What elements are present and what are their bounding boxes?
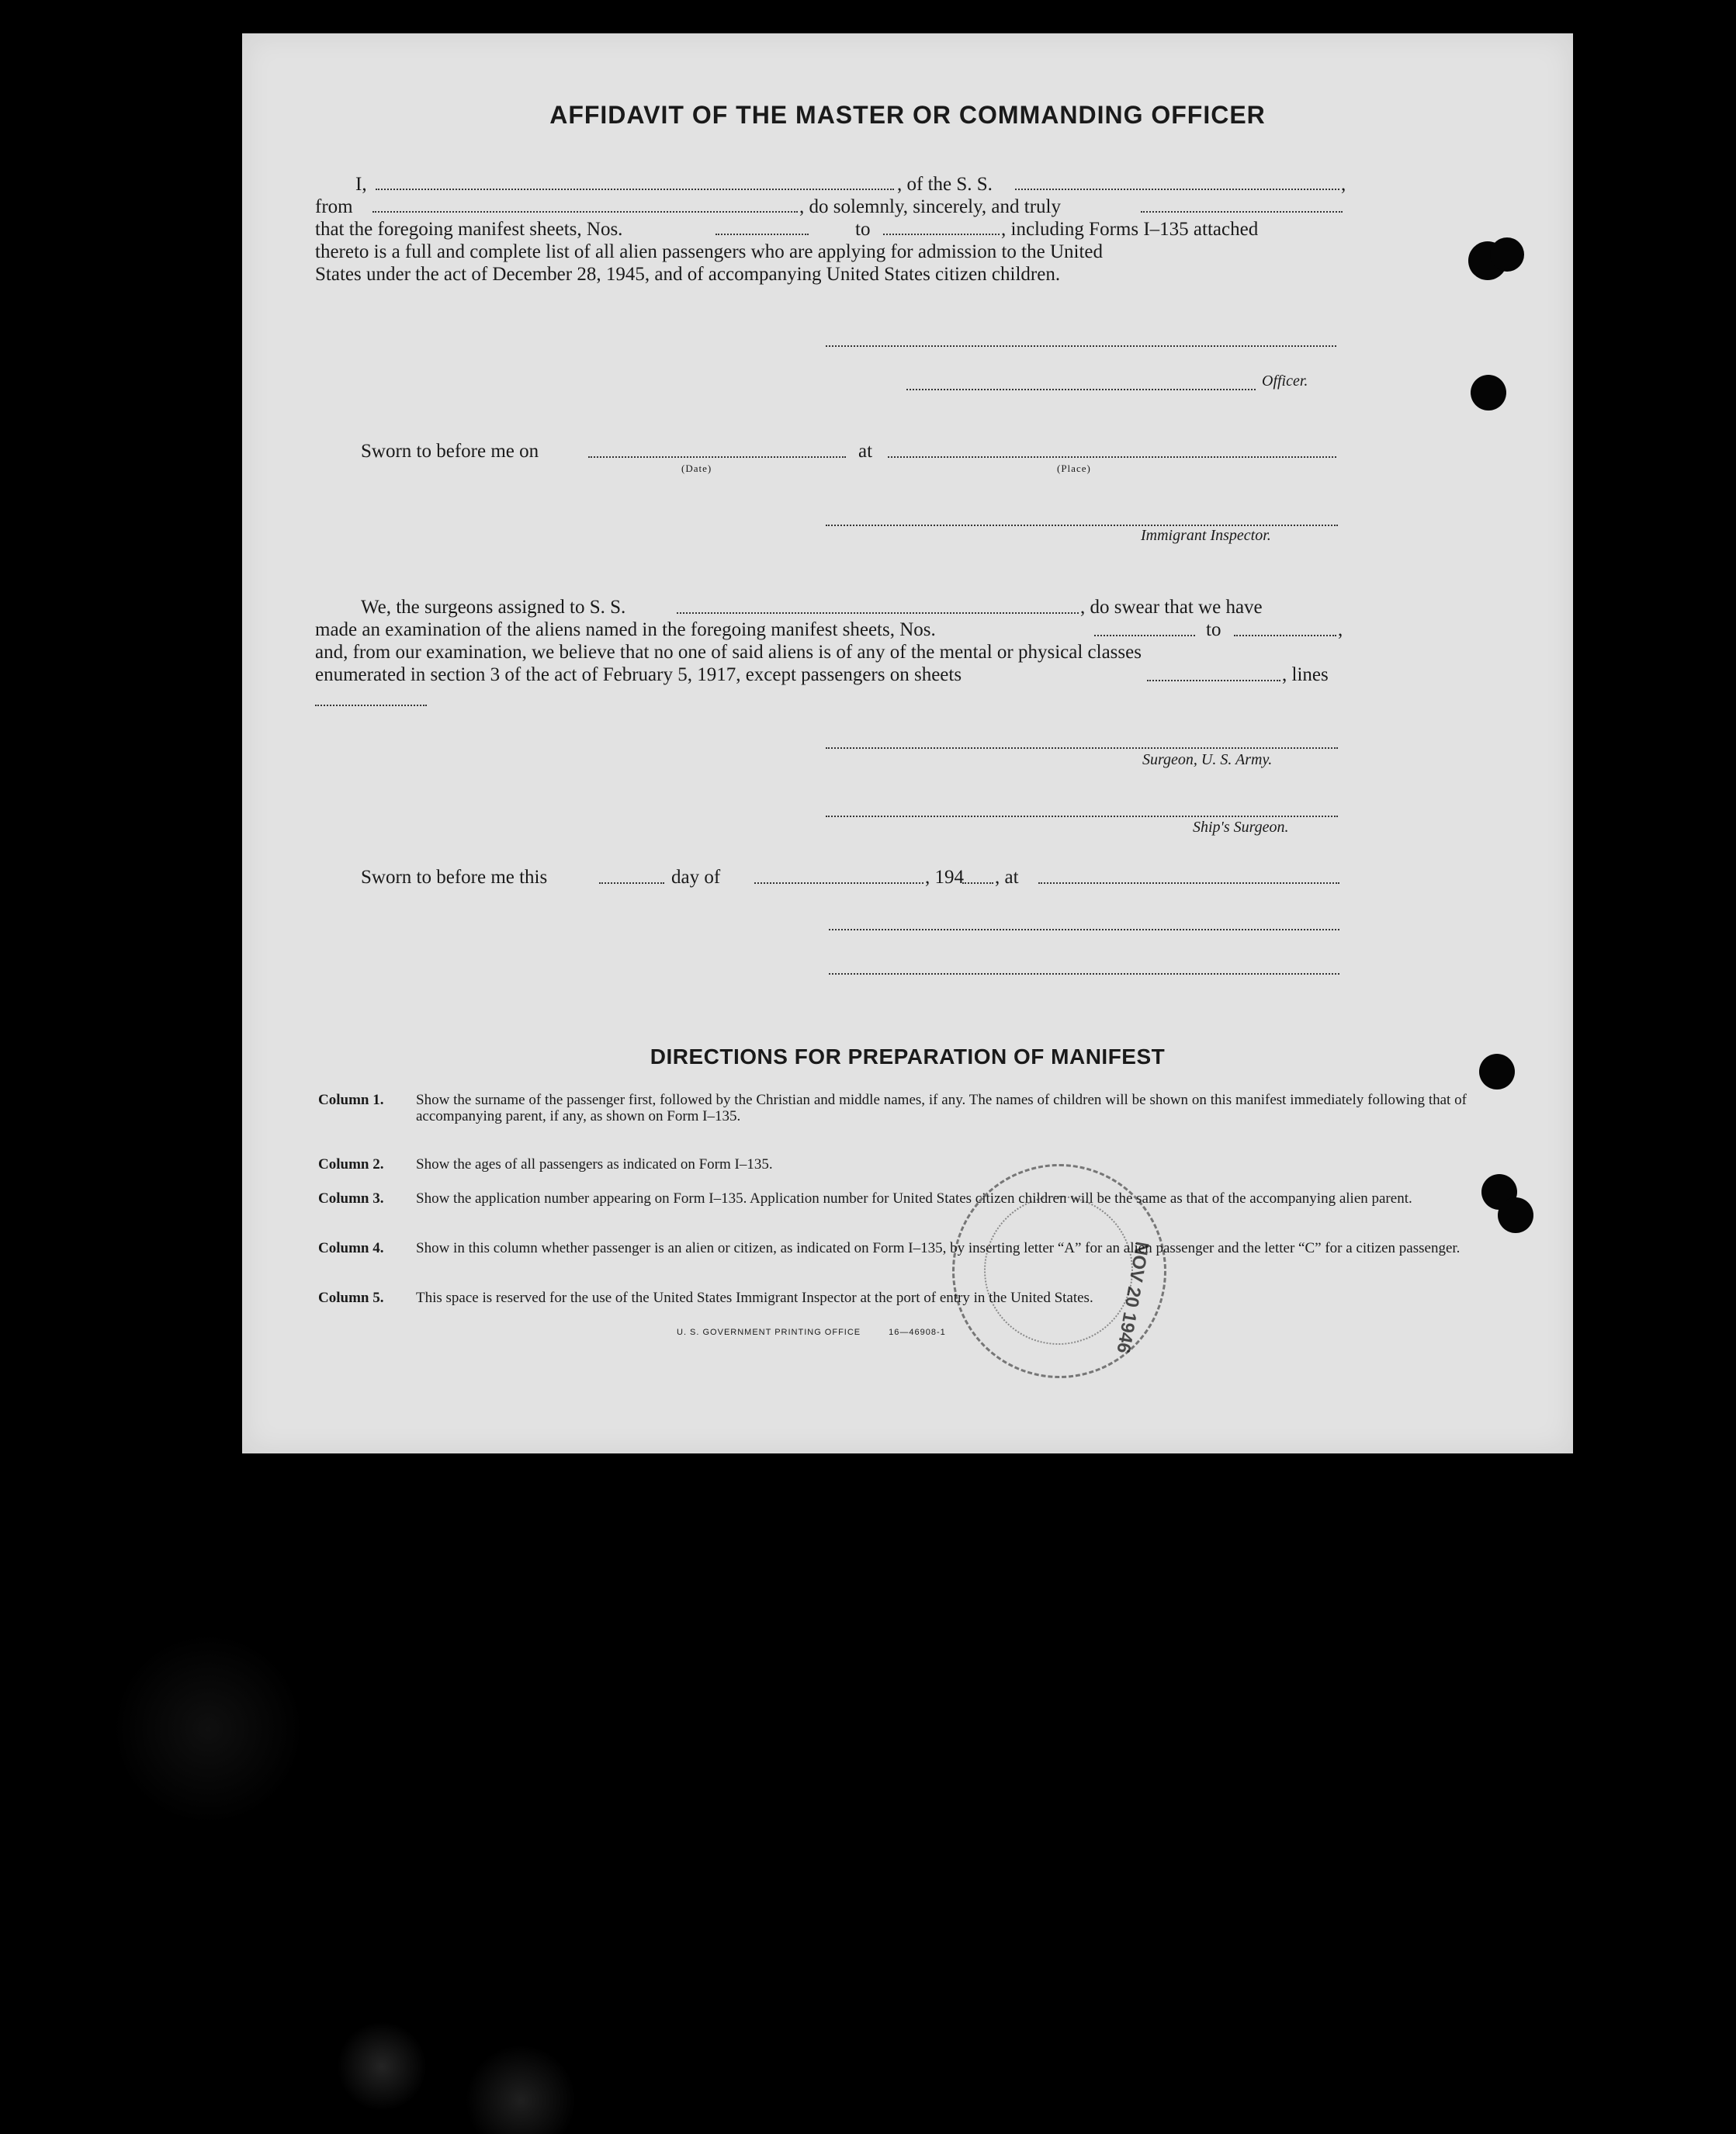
surgeons-line3: and, from our examination, we believe that no one of said aliens is of any of the mental or physical classes	[315, 642, 1142, 663]
sheets-from-field[interactable]	[716, 234, 809, 235]
sworn-date-field[interactable]	[588, 456, 846, 458]
sworn-day-of: day of	[671, 867, 721, 888]
sworn-place-field-2[interactable]	[1038, 882, 1339, 884]
surgeons-line4-start: enumerated in section 3 of the act of February 5, 1917, except passengers on sheets	[315, 664, 962, 685]
stamp-date: NOV 20 1946	[1112, 1240, 1153, 1355]
affidavit-line1-end: ,	[1341, 174, 1346, 195]
column-1-label: Column 1.	[318, 1092, 384, 1108]
affidavit-line5: States under the act of December 28, 1945, and of accompanying United States citizen children.	[315, 264, 1061, 285]
ship-surgeon-signature-line[interactable]	[826, 816, 1338, 817]
officer-signature-line[interactable]	[826, 345, 1336, 347]
surgeons-line4-end: , lines	[1282, 664, 1329, 685]
army-surgeon-label: Surgeon, U. S. Army.	[1142, 751, 1273, 768]
direction-column-5	[318, 1290, 1467, 1306]
directions-title: DIRECTIONS FOR PREPARATION OF MANIFEST	[650, 1044, 1166, 1069]
scan-background	[0, 1459, 1736, 2134]
sworn-at: at	[858, 441, 873, 462]
direction-column-3	[318, 1190, 1467, 1207]
inspector-title-line-2[interactable]	[829, 973, 1339, 975]
army-surgeon-signature-line[interactable]	[826, 747, 1338, 749]
affidavit-line1-start: I,	[355, 174, 367, 195]
column-1-text: Show the surname of the passenger first, followed by the Christian and middle names, if any. The names of children will be shown on this manifest immediately following that of accompanying parent, if any, as shown on Form I–135.	[416, 1092, 1467, 1124]
place-caption: (Place)	[1057, 462, 1091, 474]
date-caption: (Date)	[681, 462, 712, 474]
port-from-field[interactable]	[372, 211, 798, 213]
sworn-year-field[interactable]	[962, 882, 993, 884]
sworn-at-2: , at	[995, 867, 1019, 888]
surgeons-sheets-from-field[interactable]	[1094, 635, 1195, 636]
sworn-year: , 194	[925, 867, 964, 888]
inspector-signature-line[interactable]	[826, 525, 1338, 526]
surgeons-line1-end: , do swear that we have	[1080, 597, 1263, 618]
direction-column-2	[318, 1156, 1467, 1173]
surgeons-sheets-to-field[interactable]	[1234, 635, 1336, 636]
surgeons-line2-to: to	[1206, 619, 1221, 640]
inspection-stamp	[952, 1164, 1166, 1378]
surgeons-ship-field[interactable]	[677, 612, 1079, 614]
sheets-to-field[interactable]	[883, 234, 1000, 235]
affidavit-line4: thereto is a full and complete list of all alien passengers who are applying for admission to the United	[315, 241, 1104, 262]
sworn-this: Sworn to before me this	[361, 867, 548, 888]
direction-column-1	[318, 1092, 1467, 1124]
inspector-label: Immigrant Inspector.	[1141, 527, 1271, 544]
column-4-label: Column 4.	[318, 1240, 384, 1256]
surgeons-line2-end: ,	[1338, 619, 1343, 640]
column-5-text: This space is reserved for the use of the United States Immigrant Inspector at the port of entry in the United States.	[416, 1290, 1093, 1306]
punch-hole-2	[1471, 375, 1506, 411]
sworn-before-me-on: Sworn to before me on	[361, 441, 539, 462]
punch-hole-1b	[1490, 237, 1524, 272]
sworn-day-field[interactable]	[599, 882, 664, 884]
direction-column-4	[318, 1240, 1467, 1256]
printing-office-label: U. S. GOVERNMENT PRINTING OFFICE	[677, 1328, 861, 1337]
form-number: 16—46908-1	[889, 1328, 946, 1337]
sworn-place-field[interactable]	[888, 456, 1336, 458]
surgeons-line2-start: made an examination of the aliens named in the foregoing manifest sheets, Nos.	[315, 619, 936, 640]
column-2-text: Show the ages of all passengers as indicated on Form I–135.	[416, 1156, 773, 1173]
inspector-signature-line-2[interactable]	[829, 929, 1339, 930]
ship-name-field[interactable]	[1015, 189, 1339, 190]
except-lines-field[interactable]	[315, 705, 427, 706]
affidavit-line3-start: that the foregoing manifest sheets, Nos.	[315, 219, 623, 240]
master-name-field[interactable]	[376, 189, 894, 190]
affidavit-title: AFFIDAVIT OF THE MASTER OR COMMANDING OFFICER	[549, 101, 1266, 129]
ship-surgeon-label: Ship's Surgeon.	[1193, 819, 1289, 836]
manifest-page	[242, 33, 1573, 1453]
affidavit-line2-start: from	[315, 196, 353, 217]
column-2-label: Column 2.	[318, 1156, 384, 1173]
affidavit-line3-to: to	[855, 219, 871, 240]
officer-label: Officer.	[1262, 372, 1308, 390]
column-3-label: Column 3.	[318, 1190, 384, 1207]
stamp-inner-ring	[984, 1196, 1133, 1345]
affidavit-line2-blank[interactable]	[1141, 211, 1343, 213]
affidavit-line2-mid: , do solemnly, sincerely, and truly	[799, 196, 1061, 217]
column-4-text: Show in this column whether passenger is an alien or citizen, as indicated on Form I–135, by inserting letter “A” for an alien passenger and the letter “C” for a citizen passenger.	[416, 1240, 1461, 1256]
column-5-label: Column 5.	[318, 1290, 384, 1306]
sworn-month-field[interactable]	[754, 882, 923, 884]
except-sheets-field[interactable]	[1147, 680, 1280, 681]
surgeons-line1-start: We, the surgeons assigned to S. S.	[361, 597, 626, 618]
affidavit-line3-end: , including Forms I–135 attached	[1001, 219, 1259, 240]
printing-office-footer	[677, 1328, 946, 1337]
column-3-text: Show the application number appearing on Form I–135. Application number for United States citizen children will be the same as that of the accompanying alien parent.	[416, 1190, 1412, 1207]
affidavit-line1-mid: , of the S. S.	[897, 174, 993, 195]
officer-title-line[interactable]	[906, 389, 1256, 390]
punch-hole-4b	[1498, 1197, 1533, 1233]
